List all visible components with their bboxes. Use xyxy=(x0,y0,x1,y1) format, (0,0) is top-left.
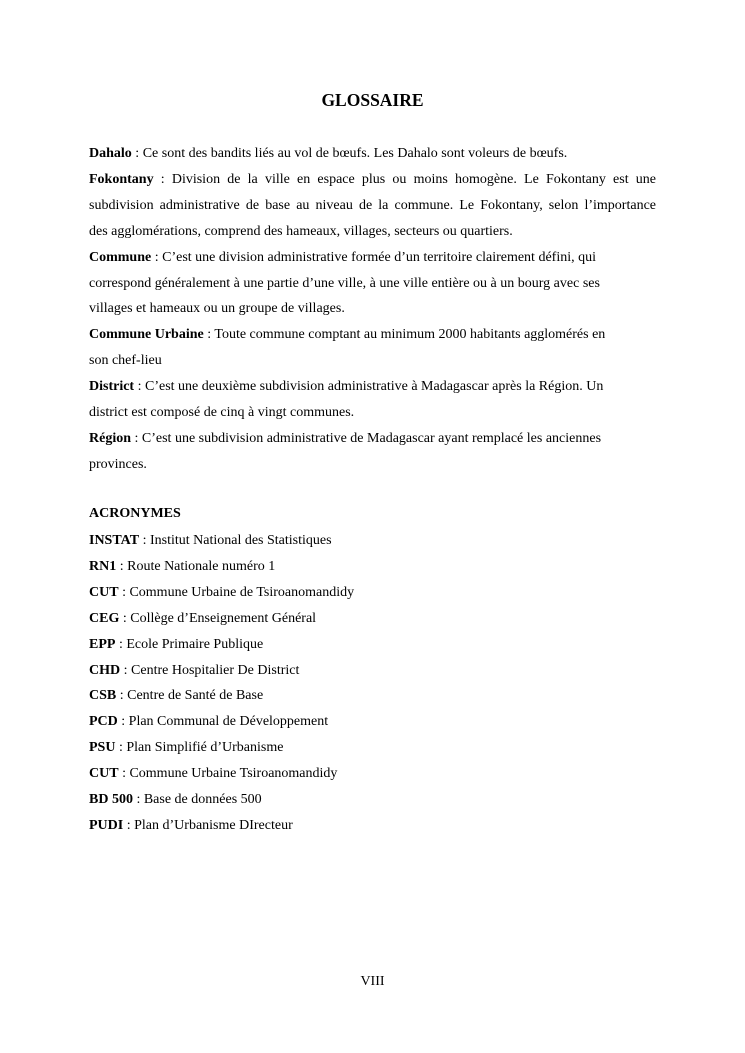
glossary-entry-district xyxy=(89,374,656,426)
acronym-item xyxy=(89,606,656,632)
glossary-line: subdivision administrative de base au niveau de la commune. Le Fokontany, selon l’importance xyxy=(89,197,656,213)
acronym-separator: : xyxy=(115,740,127,756)
glossary-term: Commune xyxy=(89,249,152,265)
acronym-meaning: Institut National des Statistiques xyxy=(149,533,332,548)
acronym-meaning: Plan Simplifié d’Urbanisme xyxy=(126,740,284,756)
acronym-meaning: Centre Hospitalier De District xyxy=(131,662,300,678)
acronyms-list xyxy=(89,528,656,839)
acronym-abbr: EPP xyxy=(89,636,116,652)
acronym-abbr: BD 500 xyxy=(89,792,133,808)
acronym-abbr: PCD xyxy=(89,714,118,730)
glossary-definition: Toute commune comptant au minimum 2000 habitants agglomérés en xyxy=(214,327,606,343)
acronym-abbr: PUDI xyxy=(89,817,124,833)
acronym-abbr: CSB xyxy=(89,688,117,704)
glossary-line: son chef-lieu xyxy=(89,353,162,369)
glossary-entry-commune-urbaine xyxy=(89,322,656,374)
glossary-definition: C’est une subdivision administrative de Madagascar ayant remplacé les anciennes xyxy=(141,430,602,446)
acronym-separator: : xyxy=(116,688,128,704)
acronym-separator: : xyxy=(139,533,150,548)
acronym-meaning: Plan d’Urbanisme DIrecteur xyxy=(134,817,293,833)
acronym-item xyxy=(89,761,656,787)
glossary-definition: C’est une deuxième subdivision administrative à Madagascar après la Région. Un xyxy=(144,379,604,395)
glossary-section xyxy=(89,141,656,478)
acronym-separator: : xyxy=(116,558,128,574)
acronym-separator: : xyxy=(119,610,131,626)
glossary-separator: : xyxy=(131,146,143,161)
acronym-item xyxy=(89,735,656,761)
glossary-term: Région xyxy=(89,430,131,446)
glossary-separator: : xyxy=(153,171,172,187)
acronym-separator: : xyxy=(117,714,129,730)
acronym-separator: : xyxy=(120,662,132,678)
glossary-entry-dahalo xyxy=(89,141,656,167)
glossary-line xyxy=(89,167,656,193)
acronym-separator: : xyxy=(118,584,130,600)
page-number: VIII xyxy=(360,974,385,989)
glossary-definition: Division de la ville en espace plus ou moins homogène. Le Fokontany est une xyxy=(171,171,657,187)
acronym-item xyxy=(89,528,656,554)
glossary-term: District xyxy=(89,379,135,395)
acronym-meaning: Collège d’Enseignement Général xyxy=(130,610,317,626)
acronym-abbr: CUT xyxy=(89,766,119,782)
glossary-separator: : xyxy=(203,327,215,343)
acronym-abbr: INSTAT xyxy=(89,533,140,548)
glossary-line: provinces. xyxy=(89,456,147,472)
acronym-abbr: RN1 xyxy=(89,558,117,574)
glossary-term: Fokontany xyxy=(89,171,154,187)
glossary-line: district est composé de cinq à vingt communes. xyxy=(89,405,355,421)
glossary-separator: : xyxy=(151,249,163,265)
glossary-line xyxy=(89,245,656,271)
glossary-line: villages et hameaux ou un groupe de villages. xyxy=(89,301,345,317)
page-title: GLOSSAIRE xyxy=(321,90,424,110)
acronym-abbr: PSU xyxy=(89,740,116,756)
glossary-entry-commune xyxy=(89,245,656,323)
glossary-definition: Ce sont des bandits liés au vol de bœufs. Les Dahalo sont voleurs de bœufs. xyxy=(142,146,568,161)
glossary-line xyxy=(89,141,656,167)
glossary-separator: : xyxy=(131,430,142,446)
glossary-entry-region xyxy=(89,426,656,478)
acronym-meaning: Base de données 500 xyxy=(143,792,262,808)
acronym-meaning: Centre de Santé de Base xyxy=(127,688,264,704)
acronyms-heading: ACRONYMES xyxy=(89,506,181,521)
acronym-item xyxy=(89,658,656,684)
acronym-item xyxy=(89,554,656,580)
acronym-item xyxy=(89,632,656,658)
acronym-meaning: Commune Urbaine Tsiroanomandidy xyxy=(129,766,338,782)
acronym-meaning: Plan Communal de Développement xyxy=(128,714,329,730)
acronym-separator: : xyxy=(118,766,130,782)
glossary-line xyxy=(89,426,656,452)
acronym-item xyxy=(89,709,656,735)
acronym-separator: : xyxy=(123,817,135,833)
glossary-entry-fokontany xyxy=(89,167,656,245)
acronym-meaning: Route Nationale numéro 1 xyxy=(127,558,276,574)
acronym-meaning: Commune Urbaine de Tsiroanomandidy xyxy=(129,584,355,600)
glossary-line: des agglomérations, comprend des hameaux, villages, secteurs ou quartiers. xyxy=(89,223,513,239)
acronym-item xyxy=(89,683,656,709)
acronym-item xyxy=(89,580,656,606)
acronym-separator: : xyxy=(132,792,144,808)
acronym-abbr: CUT xyxy=(89,584,119,600)
acronym-meaning: Ecole Primaire Publique xyxy=(126,636,264,652)
acronym-item xyxy=(89,813,656,839)
glossary-term: Commune Urbaine xyxy=(89,327,204,343)
glossary-line: correspond généralement à une partie d’une ville, à une ville entière ou à un bourg avec ses xyxy=(89,275,600,291)
glossary-line xyxy=(89,322,656,348)
glossary-line xyxy=(89,374,656,400)
glossary-term: Dahalo xyxy=(89,146,132,161)
acronym-separator: : xyxy=(115,636,127,652)
glossary-separator: : xyxy=(134,379,145,395)
acronym-abbr: CEG xyxy=(89,610,120,626)
acronym-abbr: CHD xyxy=(89,662,121,678)
glossary-definition: C’est une division administrative formée d’un territoire clairement défini, qui xyxy=(162,249,596,265)
acronym-item xyxy=(89,787,656,813)
